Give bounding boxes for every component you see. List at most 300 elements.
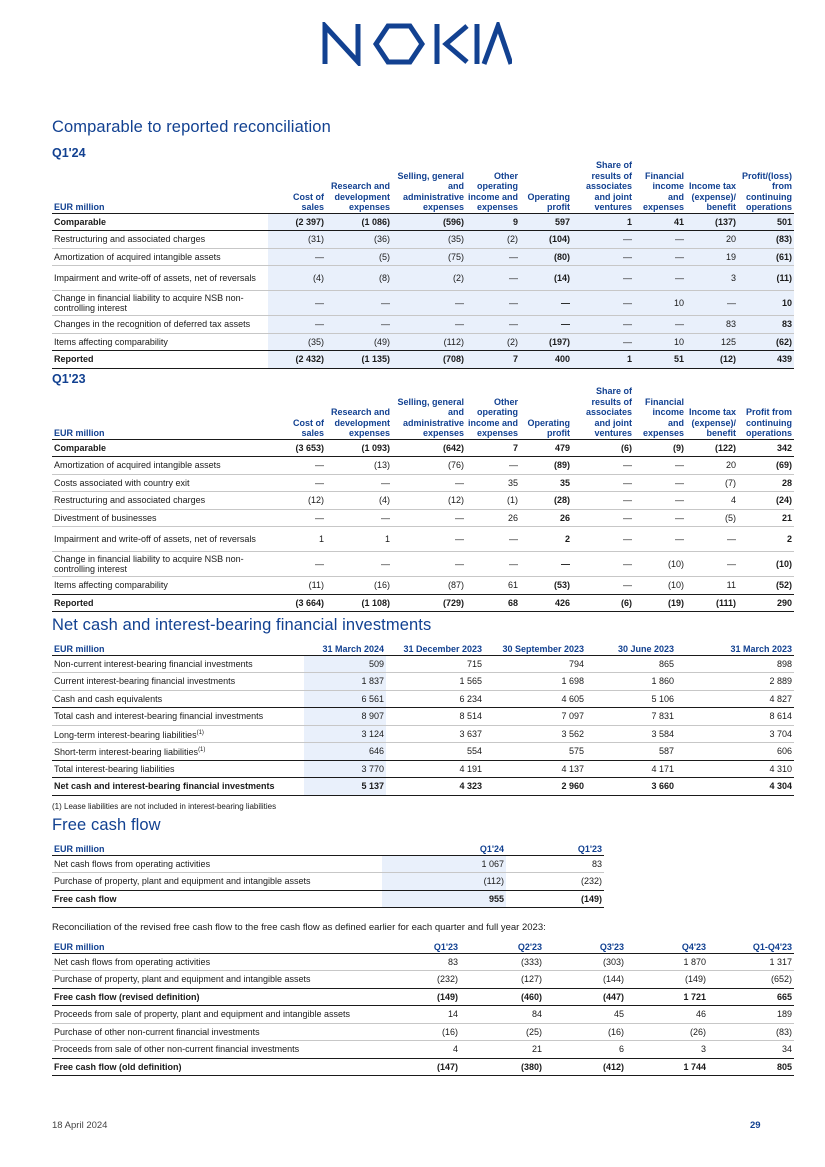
cell: (5): [326, 248, 392, 266]
cell: 8 907: [304, 708, 386, 726]
cell: (24): [738, 492, 794, 510]
cell: 2: [520, 527, 572, 552]
table-row: [52, 527, 794, 552]
cell: 2 889: [676, 673, 794, 691]
column-header: 31 December 2023: [386, 639, 484, 655]
row-label: Restructuring and associated charges: [52, 492, 268, 510]
column-header: Operating profit: [520, 386, 572, 439]
table-row: [52, 439, 794, 457]
cell: 10: [634, 291, 686, 316]
column-header-unit: EUR million: [52, 937, 392, 953]
table-row: [52, 316, 794, 334]
column-header: Profit/(loss) from continuing operations: [738, 160, 794, 213]
cell: (83): [708, 1023, 794, 1041]
cell: (149): [684, 974, 706, 985]
cell: (9): [634, 439, 686, 457]
column-header: Q1'23: [392, 937, 460, 953]
cell: 46: [626, 1006, 708, 1024]
cell: (2 432): [268, 351, 326, 369]
cell: (31): [268, 231, 326, 249]
table-row: [52, 474, 794, 492]
cell: (3 653): [268, 439, 326, 457]
cell: —: [572, 316, 634, 334]
cell: (447): [544, 988, 626, 1006]
cell: 83: [738, 316, 794, 334]
cell: 1: [326, 527, 392, 552]
row-label: Purchase of property, plant and equipment and intangible assets: [54, 974, 311, 985]
cell: 4 137: [484, 760, 586, 778]
cell: (5): [686, 509, 738, 527]
recon-q123-block: [52, 372, 794, 612]
netcash-title: Net cash and interest-bearing financial investments: [52, 616, 432, 634]
table-row: [52, 725, 794, 743]
cell: —: [326, 509, 392, 527]
cell: (87): [392, 577, 466, 595]
cell: —: [634, 527, 686, 552]
cell: (11): [268, 577, 326, 595]
cell: —: [268, 509, 326, 527]
table-row: [52, 509, 794, 527]
cell: —: [634, 457, 686, 475]
cell: 5 137: [304, 778, 386, 796]
recon-q123-period: Q1'23: [52, 372, 86, 386]
cell: —: [268, 291, 326, 316]
table-row: [52, 291, 794, 316]
cell: 805: [708, 1058, 794, 1076]
cell: 342: [738, 439, 794, 457]
cell: 597: [520, 213, 572, 231]
table-row: [52, 890, 604, 908]
cell: 587: [658, 746, 674, 757]
cell: (1 135): [326, 351, 392, 369]
column-header-unit: EUR million: [52, 160, 268, 213]
column-header: Selling, general and administrative expenses: [392, 160, 466, 213]
cell: —: [572, 231, 634, 249]
row-label: Net cash and interest-bearing financial investments: [52, 778, 304, 796]
fcf-recon-table: [52, 937, 794, 1076]
cell: 61: [466, 577, 520, 595]
cell: 1: [572, 351, 634, 369]
cell: —: [466, 527, 520, 552]
cell: (1): [466, 492, 520, 510]
cell: (2): [466, 333, 520, 351]
cell: —: [572, 333, 634, 351]
cell: (89): [520, 457, 572, 475]
cell: (8): [326, 266, 392, 291]
cell: 3 124: [304, 725, 386, 743]
row-label: Free cash flow (old definition): [52, 1058, 392, 1076]
fcf-table: [52, 839, 604, 908]
row-label-text: Short-term interest-bearing liabilities: [54, 747, 199, 758]
cell: 8 614: [676, 708, 794, 726]
cell: (2): [392, 266, 466, 291]
cell: (6): [572, 439, 634, 457]
cell: 1 744: [626, 1058, 708, 1076]
cell: 501: [738, 213, 794, 231]
cell: —: [634, 266, 686, 291]
cell: (652): [770, 974, 792, 985]
cell: 4: [686, 492, 738, 510]
table-row: [52, 492, 794, 510]
cell: 83: [686, 316, 738, 334]
cell: 5 106: [651, 693, 674, 704]
cell: 1 837: [304, 673, 386, 691]
cell: (2 397): [268, 213, 326, 231]
cell: (61): [738, 248, 794, 266]
column-header-unit: EUR million: [52, 386, 268, 439]
column-header: Research and development expenses: [326, 386, 392, 439]
row-label: Current interest-bearing financial investments: [52, 673, 304, 691]
cell: 1 721: [626, 988, 708, 1006]
row-label: Impairment and write-off of assets, net of reversals: [52, 266, 268, 291]
footnote-ref: (1): [196, 729, 204, 736]
footnote-ref: (1): [198, 747, 206, 754]
cell: 9: [466, 213, 520, 231]
cell: 3 770: [304, 760, 386, 778]
recon-q124-block: [52, 146, 794, 369]
cell: —: [466, 457, 520, 475]
table-row: [52, 988, 794, 1006]
netcash-section: [52, 616, 794, 811]
cell: —: [686, 552, 738, 577]
cell: —: [268, 474, 326, 492]
cell: 439: [738, 351, 794, 369]
row-label: Purchase of property, plant and equipment and intangible assets: [54, 876, 311, 887]
row-label: Impairment and write-off of assets, net of reversals: [52, 527, 268, 552]
cell: —: [572, 248, 634, 266]
table-row: [52, 231, 794, 249]
cell: 21: [738, 509, 794, 527]
cell: 575: [568, 746, 584, 757]
cell: (197): [520, 333, 572, 351]
cell: 3: [686, 266, 738, 291]
table-row: [52, 971, 794, 989]
column-header: Cost of sales: [268, 160, 326, 213]
fcf-section: [52, 816, 794, 908]
column-header: Share of results of associates and joint ventures: [572, 160, 634, 213]
cell: (4): [326, 492, 392, 510]
cell: 8 514: [386, 708, 484, 726]
cell: (460): [460, 988, 544, 1006]
cell: —: [392, 509, 466, 527]
row-label: Changes in the recognition of deferred tax assets: [52, 316, 268, 334]
cell: 479: [520, 439, 572, 457]
recon-section: [52, 118, 794, 137]
fcf-recon-intro: Reconciliation of the revised free cash flow to the free cash flow as defined earlier for each quarter and full year 2023:: [52, 922, 546, 933]
cell: 51: [634, 351, 686, 369]
table-row: [52, 333, 794, 351]
cell: 20: [686, 457, 738, 475]
column-header-unit: EUR million: [52, 839, 382, 855]
cell: —: [634, 492, 686, 510]
cell: 84: [460, 1006, 544, 1024]
cell: 189: [708, 1006, 794, 1024]
cell: 28: [738, 474, 794, 492]
cell: (111): [686, 594, 738, 612]
cell: 3: [700, 1044, 706, 1055]
cell: 3 637: [386, 725, 484, 743]
row-label: Items affecting comparability: [52, 333, 268, 351]
netcash-table: [52, 639, 794, 796]
cell: 3 562: [484, 725, 586, 743]
table-row: [52, 760, 794, 778]
cell: (16): [544, 1023, 626, 1041]
cell: —: [326, 474, 392, 492]
column-header: Q2'23: [460, 937, 544, 953]
cell: —: [520, 316, 572, 334]
table-row: [52, 655, 794, 673]
cell: 1 565: [386, 673, 484, 691]
cell: (10): [634, 577, 686, 595]
cell: 290: [738, 594, 794, 612]
cell: —: [572, 509, 634, 527]
cell: —: [326, 291, 392, 316]
table-row: [52, 743, 794, 761]
table-row: [52, 266, 794, 291]
table-row: [52, 673, 794, 691]
column-header: Other operating income and expenses: [466, 160, 520, 213]
cell: 865: [586, 655, 676, 673]
cell: 45: [544, 1006, 626, 1024]
row-label: Reported: [52, 594, 268, 612]
cell: (10): [738, 552, 794, 577]
cell: —: [572, 291, 634, 316]
table-row: [52, 690, 794, 708]
column-header: 30 September 2023: [484, 639, 586, 655]
cell: —: [268, 248, 326, 266]
table-row: [52, 213, 794, 231]
recon-q123-table: [52, 386, 794, 612]
cell: 125: [686, 333, 738, 351]
cell: 1 870: [626, 953, 708, 971]
cell: (12): [686, 351, 738, 369]
column-header: Q1-Q4'23: [708, 937, 794, 953]
cell: —: [686, 291, 738, 316]
fcf-title: Free cash flow: [52, 816, 161, 834]
column-header: Share of results of associates and joint ventures: [572, 386, 634, 439]
table-row: [52, 1023, 794, 1041]
cell: (2): [466, 231, 520, 249]
row-label: Purchase of other non-current financial investments: [52, 1023, 392, 1041]
cell: (380): [460, 1058, 544, 1076]
column-header: Q1'24: [382, 839, 506, 855]
cell: 7: [466, 351, 520, 369]
cell: 35: [520, 474, 572, 492]
cell: —: [466, 266, 520, 291]
column-header: Profit from continuing operations: [738, 386, 794, 439]
cell: (149): [506, 890, 604, 908]
row-label: Proceeds from sale of property, plant and equipment and intangible assets: [52, 1006, 392, 1024]
column-header: Q3'23: [544, 937, 626, 953]
cell: (35): [392, 231, 466, 249]
row-label: Change in financial liability to acquire NSB non-controlling interest: [52, 291, 268, 316]
recon-title: Comparable to reported reconciliation: [52, 118, 331, 136]
cell: 6 561: [304, 690, 386, 708]
cell: 20: [686, 231, 738, 249]
cell: 10: [738, 291, 794, 316]
cell: (52): [738, 577, 794, 595]
cell: —: [466, 248, 520, 266]
cell: (4): [268, 266, 326, 291]
cell: 7 831: [586, 708, 676, 726]
cell: 35: [466, 474, 520, 492]
row-label: [52, 725, 304, 743]
table-row: [52, 778, 794, 796]
cell: 509: [304, 655, 386, 673]
cell: (596): [392, 213, 466, 231]
netcash-footnote: (1) Lease liabilities are not included in interest-bearing liabilities: [52, 801, 277, 811]
cell: —: [466, 291, 520, 316]
cell: 4 310: [676, 760, 794, 778]
cell: (642): [392, 439, 466, 457]
table-row: [52, 577, 794, 595]
cell: 3 704: [676, 725, 794, 743]
cell: 6 234: [459, 693, 482, 704]
recon-q124-period: Q1'24: [52, 146, 86, 160]
cell: 11: [686, 577, 738, 595]
cell: (112): [382, 873, 506, 891]
cell: (76): [392, 457, 466, 475]
cell: —: [634, 474, 686, 492]
cell: (16): [392, 1023, 460, 1041]
cell: 1 067: [382, 855, 506, 873]
table-row: [52, 953, 794, 971]
column-header: 30 June 2023: [586, 639, 676, 655]
cell: —: [572, 552, 634, 577]
cell: (6): [572, 594, 634, 612]
cell: 4 191: [386, 760, 484, 778]
cell: 898: [676, 655, 794, 673]
cell: —: [466, 316, 520, 334]
cell: (28): [520, 492, 572, 510]
cell: —: [572, 474, 634, 492]
cell: 68: [466, 594, 520, 612]
cell: 4 171: [586, 760, 676, 778]
cell: —: [268, 457, 326, 475]
cell: (1 108): [326, 594, 392, 612]
cell: —: [326, 552, 392, 577]
cell: (303): [544, 953, 626, 971]
cell: 426: [520, 594, 572, 612]
cell: —: [392, 316, 466, 334]
cell: (35): [268, 333, 326, 351]
cell: (16): [326, 577, 392, 595]
cell: 3 584: [586, 725, 676, 743]
cell: 21: [531, 1044, 542, 1055]
column-header: Financial income and expenses: [634, 160, 686, 213]
cell: (80): [520, 248, 572, 266]
cell: 646: [304, 743, 386, 761]
cell: (232): [580, 876, 602, 887]
row-label: Non-current interest-bearing financial investments: [52, 655, 304, 673]
cell: 10: [634, 333, 686, 351]
table-row: [52, 1006, 794, 1024]
cell: —: [268, 316, 326, 334]
cell: (83): [738, 231, 794, 249]
cell: (62): [738, 333, 794, 351]
row-label: Items affecting comparability: [52, 577, 268, 595]
cell: 19: [686, 248, 738, 266]
cell: (127): [520, 974, 542, 985]
table-row: [52, 248, 794, 266]
cell: (232): [436, 974, 458, 985]
cell: 26: [520, 509, 572, 527]
recon-q124-table: [52, 160, 794, 369]
row-label: Restructuring and associated charges: [52, 231, 268, 249]
nokia-logo: [322, 22, 512, 66]
row-label: Reported: [52, 351, 268, 369]
cell: 4 323: [386, 778, 484, 796]
cell: (69): [738, 457, 794, 475]
table-row: [52, 1058, 794, 1076]
table-row: [52, 594, 794, 612]
cell: 1: [572, 213, 634, 231]
cell: 6: [618, 1044, 624, 1055]
cell: —: [572, 492, 634, 510]
cell: 955: [382, 890, 506, 908]
row-label: Comparable: [52, 213, 268, 231]
cell: (137): [686, 213, 738, 231]
cell: —: [466, 552, 520, 577]
column-header: Income tax (expense)/ benefit: [686, 160, 738, 213]
cell: (49): [326, 333, 392, 351]
footer-date: 18 April 2024: [52, 1120, 108, 1131]
cell: 1: [268, 527, 326, 552]
cell: (122): [686, 439, 738, 457]
row-label: Amortization of acquired intangible assets: [52, 457, 268, 475]
column-header: Financial income and expenses: [634, 386, 686, 439]
cell: —: [572, 527, 634, 552]
cell: —: [392, 552, 466, 577]
cell: (412): [544, 1058, 626, 1076]
table-row: [52, 552, 794, 577]
row-label: [52, 743, 304, 761]
cell: (708): [392, 351, 466, 369]
cell: —: [686, 527, 738, 552]
cell: 3 660: [586, 778, 676, 796]
cell: 34: [781, 1044, 792, 1055]
column-header: Income tax (expense)/ benefit: [686, 386, 738, 439]
cell: (25): [460, 1023, 544, 1041]
row-label: Comparable: [52, 439, 268, 457]
row-label: Proceeds from sale of other non-current financial investments: [54, 1044, 300, 1055]
cell: 1 317: [708, 953, 794, 971]
cell: (36): [326, 231, 392, 249]
cell: (53): [520, 577, 572, 595]
column-header-unit: EUR million: [52, 639, 304, 655]
cell: (1 086): [326, 213, 392, 231]
cell: —: [392, 291, 466, 316]
cell: —: [634, 248, 686, 266]
cell: —: [268, 552, 326, 577]
cell: 715: [386, 655, 484, 673]
cell: (10): [634, 552, 686, 577]
cell: (12): [392, 492, 466, 510]
column-header: Selling, general and administrative expenses: [392, 386, 466, 439]
cell: 4: [452, 1044, 458, 1055]
cell: (13): [326, 457, 392, 475]
table-row: [52, 708, 794, 726]
cell: 4 827: [769, 693, 792, 704]
cell: (19): [634, 594, 686, 612]
row-label: Divestment of businesses: [52, 509, 268, 527]
cell: (112): [392, 333, 466, 351]
cell: (149): [392, 988, 460, 1006]
row-label: Change in financial liability to acquire NSB non-controlling interest: [52, 552, 268, 577]
cell: (3 664): [268, 594, 326, 612]
cell: —: [572, 457, 634, 475]
cell: —: [392, 474, 466, 492]
